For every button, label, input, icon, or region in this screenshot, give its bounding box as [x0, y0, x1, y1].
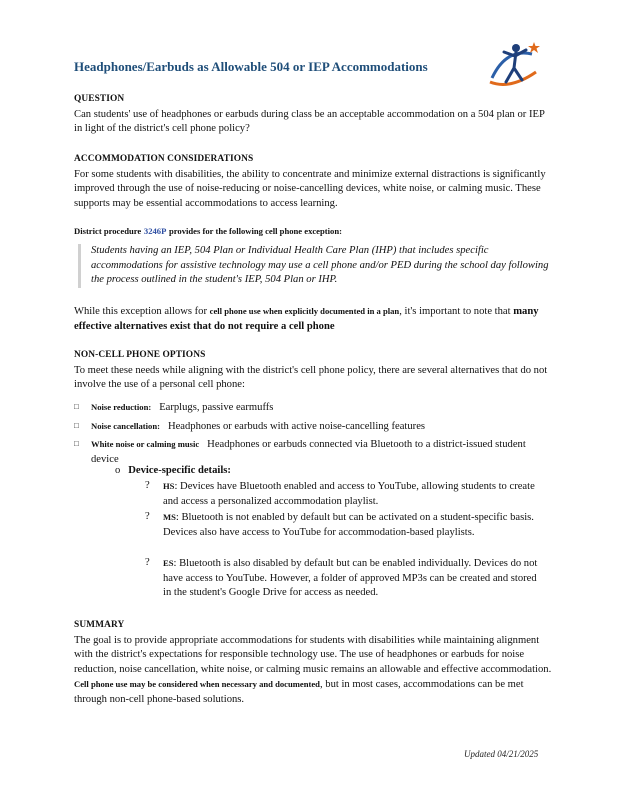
list-item [74, 419, 554, 435]
summary-condition: Cell phone use may be considered when necessary and documented [74, 679, 320, 689]
exception-note [74, 304, 554, 334]
bullet-icon: ? [145, 511, 150, 522]
device-label: HS [163, 481, 175, 491]
procedure-number: 3246P [143, 226, 167, 236]
options-list [74, 400, 554, 467]
summary-text-b: , but in most cases, accommodations can be met through non-cell phone-based solutions. [74, 679, 524, 705]
bullet-icon: □ [74, 420, 79, 430]
summary-section [74, 618, 554, 707]
list-item [74, 400, 554, 416]
question-text: Can students' use of headphones or earbuds during class be an acceptable accommodation on a 504 plan or IEP in light of the district's cell phone policy? [74, 108, 545, 134]
device-specific-heading: Device-specific details: [128, 465, 231, 476]
question-section [74, 92, 554, 137]
device-item-hs [145, 479, 545, 509]
options-intro: To meet these needs while aligning with the district's cell phone policy, there are several alternatives that do not involve the use of a personal cell phone: [74, 364, 548, 390]
district-suffix: provides for the following cell phone exception: [168, 226, 342, 236]
device-label: MS [163, 512, 176, 522]
exception-quote: Students having an IEP, 504 Plan or Individual Health Care Plan (IHP) that includes specific accommodations for assistive technology may use a cell phone and/or PED during the school day following the process outlined in the student's IEP, 504 Plan or IHP. [78, 244, 559, 288]
device-label: ES [163, 558, 174, 568]
option-label: Noise cancellation: [91, 420, 160, 431]
accommodation-heading: ACCOMMODATION CONSIDERATIONS [74, 154, 254, 164]
list-item [74, 437, 554, 467]
circle-bullet-icon: o [115, 465, 121, 476]
device-specific-heading-line [115, 464, 231, 479]
options-heading: NON-CELL PHONE OPTIONS [74, 350, 206, 360]
question-heading: QUESTION [74, 94, 125, 104]
document-title: Headphones/Earbuds as Allowable 504 or IEP Accommodations [74, 59, 428, 74]
summary-heading: SUMMARY [74, 620, 125, 630]
exception-after: , it's important to note that [399, 306, 511, 317]
exception-emphasis: many effective alternatives exist that do not require a cell phone [74, 306, 539, 332]
option-text: Headphones or earbuds with active noise-cancelling features [167, 420, 426, 432]
option-label: Noise reduction: [91, 402, 152, 412]
exception-condition: cell phone use when explicitly documented in a plan [209, 306, 400, 316]
accommodation-section [74, 152, 554, 211]
options-section [74, 348, 554, 393]
device-text: : Devices have Bluetooth enabled and access to YouTube, allowing students to create and access a personalized accommodation playlist. [163, 481, 535, 507]
device-item-es [145, 556, 545, 601]
summary-text-a: The goal is to provide appropriate accommodations for students with disabilities while maintaining alignment with the district's expectations for responsible technology use. The use of headphones or earbuds for noise reduction, noise cancellation, white noise, or calming music remains an allowable and effective accommodation. [74, 634, 552, 675]
updated-date: Updated 04/21/2025 [464, 749, 539, 759]
option-text: Headphones or earbuds connected via Bluetooth to a district-issued student device [91, 439, 526, 465]
device-item-ms [145, 510, 545, 540]
device-text: : Bluetooth is not enabled by default but can be activated on a student-specific basis. Devices also have access to YouTube for accommodation-based playlists. [163, 512, 534, 538]
option-text: Earplugs, passive earmuffs [159, 402, 274, 413]
option-label: White noise or calming music [91, 439, 200, 449]
bullet-icon: ? [145, 557, 150, 568]
summary-text [74, 634, 554, 708]
district-prefix: District procedure [74, 226, 142, 236]
district-procedure-line [74, 224, 554, 240]
bullet-icon: □ [74, 439, 79, 448]
bullet-icon: ? [145, 480, 150, 491]
accommodation-text: For some students with disabilities, the ability to concentrate and minimize external distractions is significantly improved through the use of noise-reducing or noise-cancelling devices, white noise, or calming music. These supports may be essential accommodations to access learning. [74, 168, 546, 209]
exception-lead: While this exception allows for [74, 306, 207, 317]
device-text: : Bluetooth is also disabled by default but can be enabled individually. Devices do not have access to YouTube. However, a folder of approved MP3s can be created and stored in the student's Google Drive for access as needed. [163, 558, 538, 598]
bullet-icon: □ [74, 402, 79, 411]
figure-with-star-logo [486, 38, 542, 90]
